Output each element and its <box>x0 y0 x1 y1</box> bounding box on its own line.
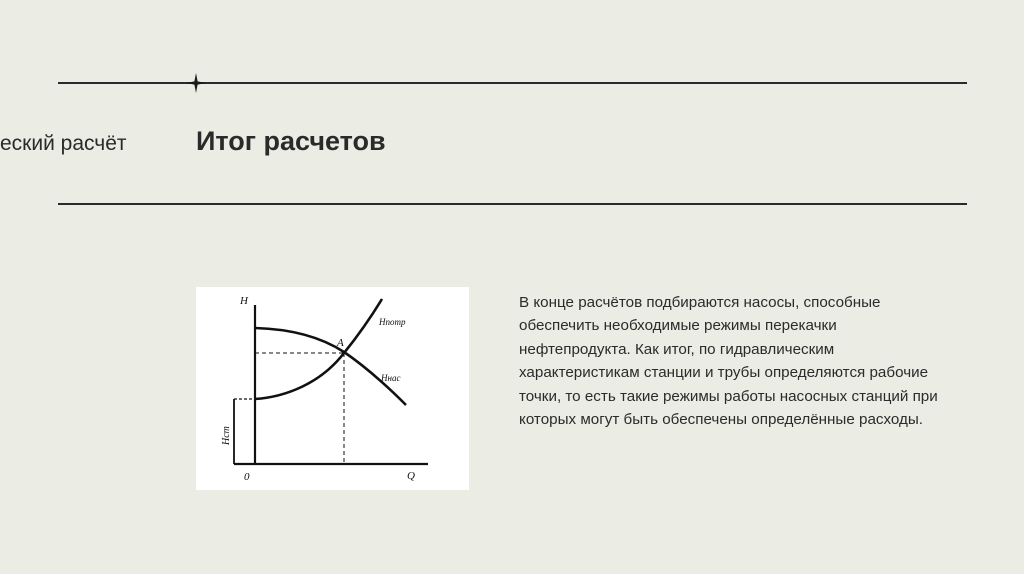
static-head-label: Hст <box>221 426 232 445</box>
origin-label: 0 <box>244 471 250 483</box>
curve-pump-label: Hнас <box>381 373 401 383</box>
sparkle-icon <box>186 73 206 93</box>
curve-required-label: Hпотр <box>379 317 406 327</box>
y-axis-label: H <box>240 295 248 307</box>
description-text: В конце расчётов подбираются насосы, способные обеспечить необходимые режимы перекачки нефтепродукта. Как итог, по гидравлическим характеристикам станции и трубы определяются рабочие точки, то есть такие режимы работы насосных станций при которых могут быть обеспечены определённые расходы. <box>519 294 938 429</box>
x-axis-label: Q <box>407 470 415 482</box>
curve-required <box>255 299 382 399</box>
previous-section-title: еский расчёт <box>0 132 127 155</box>
operating-point-label: A <box>337 337 344 349</box>
bottom-divider <box>58 203 967 205</box>
pump-characteristic-diagram <box>196 287 469 490</box>
page-title: Итог расчетов <box>196 126 386 156</box>
